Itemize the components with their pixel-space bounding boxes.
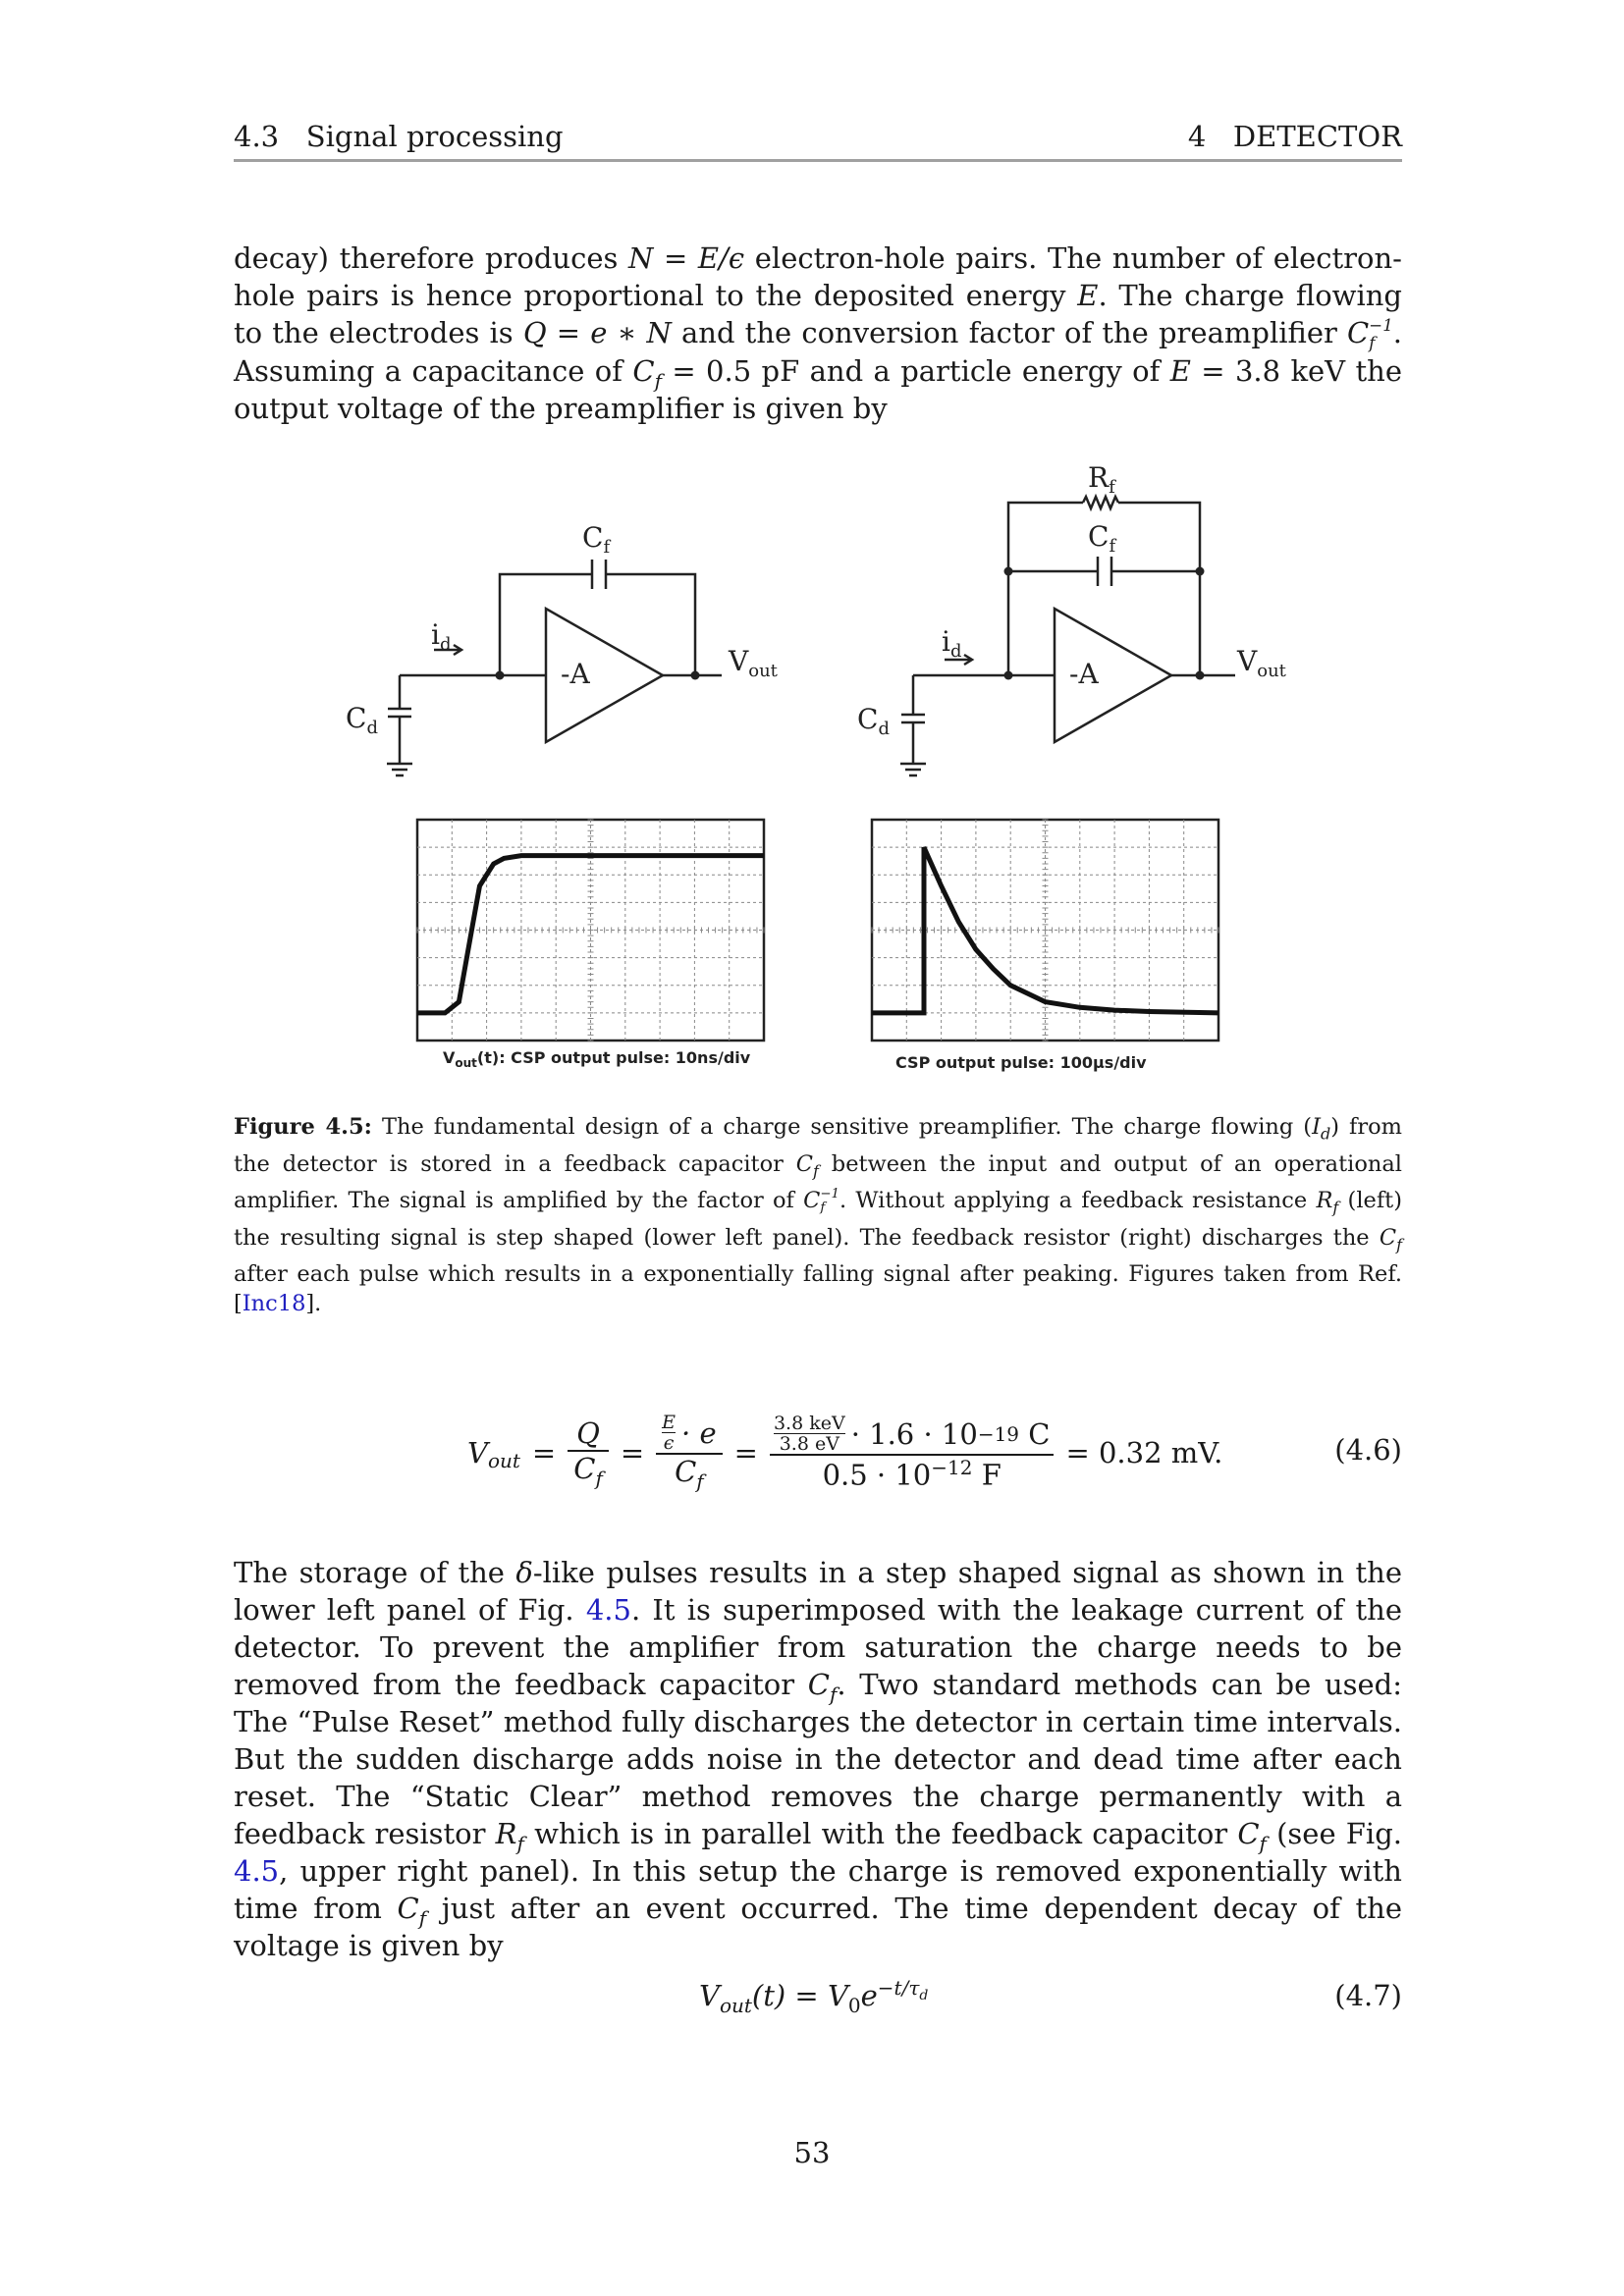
caption-text: between the input and output of an operational amplifier. The signal is amplified by the factor of — [234, 1150, 1402, 1213]
p2-math-sub: f — [418, 1905, 427, 1930]
eq46-f3-num-unit: C — [1019, 1416, 1051, 1451]
caption-math: R — [1316, 1188, 1333, 1213]
eq46-lhs-sub: out — [487, 1449, 520, 1472]
right-id-label: $i_d$ — [942, 625, 962, 662]
eq46-number: (4.6) — [1334, 1433, 1402, 1467]
eq46-f2-eps: ϵ — [663, 1432, 675, 1455]
eq46-f2-den: C — [675, 1455, 697, 1489]
right-node-out — [1196, 671, 1205, 680]
left-id-label: $i_d$ — [431, 618, 452, 655]
p1-math-c: C — [1347, 316, 1370, 349]
figure-ref-link[interactable]: 4.5 — [585, 1593, 631, 1627]
p2-math-sub: f — [516, 1831, 524, 1855]
p2-math-sub: f — [1259, 1831, 1267, 1855]
p2-math-c: C — [1237, 1817, 1260, 1850]
equation-4-6 — [234, 1404, 1402, 1502]
p1-text: decay) therefore produces — [234, 241, 628, 275]
left-cf-label: $C_f$ — [582, 521, 611, 558]
eq46-equals: = — [531, 1436, 557, 1469]
p2-text: -like pulses results in a step shaped signal as shown in the lower left panel of Fig. — [234, 1556, 1402, 1627]
caption-math-sub: f — [812, 1161, 819, 1180]
p2-text: which is in parallel with the feedback capacitor — [523, 1817, 1238, 1850]
eq46-f2-num-rest: · e — [681, 1415, 717, 1450]
eq47-exp: −t/τ — [877, 1976, 920, 2001]
left-plot-label: $V_{out}(t)$: CSP output pulse: 10ns/div — [443, 1048, 751, 1070]
eq47-lhs: V — [699, 1979, 720, 2012]
right-cd-label: $C_d$ — [857, 703, 890, 739]
figure-ref-link[interactable]: 4.5 — [234, 1854, 280, 1888]
caption-math-sub: f — [1332, 1198, 1339, 1217]
eq46-f1-num: Q — [576, 1415, 600, 1450]
left-vout-label: $V_{out}$ — [729, 645, 778, 681]
eq47-lhs-sub: out — [719, 1993, 752, 2017]
left-node-out — [691, 671, 700, 680]
eq47-v0-sub: 0 — [847, 1993, 861, 2017]
p1-math-e: E — [1169, 354, 1191, 388]
eq47-exponent — [877, 1976, 929, 2004]
equation-4-7 — [234, 1971, 1402, 2020]
right-node-in — [1004, 671, 1013, 680]
left-node-in — [496, 671, 505, 680]
caption-math-sup: −1 — [820, 1187, 839, 1201]
right-amp-label: -A — [1069, 658, 1099, 690]
eq46-f3-den-exp: −12 — [931, 1456, 973, 1480]
page-number: 53 — [793, 2136, 831, 2169]
eq46-f3-den-unit: F — [972, 1458, 1001, 1492]
equation-4-6-body — [467, 1404, 1222, 1502]
eq46-f2-den-sub: f — [696, 1468, 704, 1493]
figure-caption — [234, 1112, 1402, 1318]
left-cd-label: $C_d$ — [346, 702, 378, 738]
p2-math-delta: δ — [515, 1556, 533, 1589]
right-node-cf-out — [1196, 567, 1205, 576]
eq46-f1-den-sub: f — [595, 1466, 603, 1490]
figure-4-5 — [0, 442, 1624, 1090]
eq46-f2-inner-fraction — [662, 1413, 676, 1453]
p1-math-c: C — [632, 354, 655, 388]
caption-label: Figure 4.5: — [234, 1114, 372, 1140]
caption-math: C — [795, 1150, 813, 1177]
header-chapter: 4 DETECTOR — [1187, 120, 1402, 153]
p2-text: (see Fig. — [1266, 1817, 1402, 1850]
eq47-e: e — [860, 1979, 878, 2012]
eq46-f3-small-den: 3.8 eV — [779, 1433, 839, 1456]
eq46-fraction-2 — [656, 1413, 722, 1493]
right-vout-label: $V_{out}$ — [1237, 645, 1286, 681]
caption-text: . Without applying a feedback resistance — [839, 1188, 1317, 1213]
p2-text: just after an event occurred. The time dependent decay of the voltage is given by — [234, 1892, 1402, 1962]
p2-text: . Two standard methods can be used: The “Pulse Reset” method fully discharges the detector in certain time intervals. But the sudden discharge adds noise in the detector and dead time after each reset. The “Static Clear” method removes the charge permanently with a feedback resistor — [234, 1668, 1402, 1850]
caption-text: The fundamental design of a charge sensitive preamplifier. The charge flowing ( — [371, 1114, 1313, 1140]
eq46-equals: = — [620, 1436, 645, 1469]
eq47-number: (4.7) — [1334, 1979, 1402, 2012]
header-rule — [234, 159, 1402, 162]
p2-text: , upper right panel). In this setup the charge is removed exponentially with time from — [234, 1854, 1402, 1925]
p2-math-c: C — [397, 1892, 419, 1925]
eq46-fraction-3 — [770, 1414, 1055, 1492]
eq46-f3-inner-fraction — [774, 1414, 845, 1454]
paragraph-1 — [234, 240, 1402, 427]
eq46-f3-num-rest: · 1.6 · 10 — [850, 1416, 978, 1451]
eq47-exp-sub: d — [919, 1988, 929, 2004]
eq46-result: = 0.32 mV. — [1065, 1436, 1223, 1469]
left-plot — [417, 820, 764, 1041]
left-circuit — [387, 560, 722, 775]
p1-math-sup: −1 — [1369, 316, 1393, 335]
caption-text: after each pulse which results in a exponentially falling signal after peaking. Figures taken from Ref. [ — [234, 1261, 1402, 1316]
eq46-f2-E: E — [662, 1412, 677, 1434]
caption-text: ]. — [305, 1291, 322, 1316]
citation-link[interactable]: Inc18 — [242, 1291, 306, 1316]
caption-math-sub: f — [820, 1201, 826, 1215]
p2-math-c: C — [807, 1668, 830, 1701]
header-section: 4.3 Signal processing — [234, 120, 564, 153]
p1-text: and the conversion factor of the preamplifier — [671, 316, 1348, 349]
right-rf-label: $R_f$ — [1088, 461, 1115, 498]
caption-math: C — [803, 1188, 821, 1213]
caption-math: I — [1312, 1114, 1321, 1140]
p1-math-n: N = E/ϵ — [628, 241, 745, 275]
p1-text: . Assuming a capacitance of — [234, 316, 1403, 388]
caption-text: (left) the resulting signal is step shaped (lower left panel). The feedback resistor (right) discharges the — [234, 1188, 1402, 1251]
p1-math-sub: f — [1369, 334, 1376, 352]
caption-text: ) from the detector is stored in a feedback capacitor — [234, 1114, 1402, 1177]
paragraph-2 — [234, 1554, 1402, 1964]
p2-math-sub: f — [829, 1682, 838, 1706]
right-circuit — [900, 497, 1235, 775]
eq46-f1-den: C — [573, 1451, 596, 1485]
right-node-cf-in — [1004, 567, 1013, 576]
p1-text: = 0.5 pF and a particle energy of — [661, 354, 1170, 388]
eq46-fraction-1 — [568, 1416, 609, 1490]
p1-math-e: E — [1077, 279, 1099, 312]
p1-text: . The charge flowing to the electrodes is — [234, 279, 1402, 349]
p2-text: . It is superimposed with the leakage current of the detector. To prevent the amplifier from saturation the charge needs to be removed from the feedback capacitor — [234, 1593, 1402, 1701]
eq46-lhs: V — [467, 1436, 488, 1469]
p1-math-q: Q = e ∗ N — [522, 316, 672, 349]
p2-text: The storage of the — [234, 1556, 516, 1589]
p1-math-sub: f — [654, 368, 662, 393]
right-plot — [872, 820, 1218, 1041]
eq46-f3-small-num: 3.8 keV — [773, 1413, 845, 1435]
p1-text: = 3.8 keV the output voltage of the preamplifier is given by — [234, 354, 1403, 425]
right-cf-label: $C_f$ — [1088, 520, 1116, 557]
eq46-f3-num-exp: −19 — [977, 1421, 1020, 1446]
running-header — [234, 120, 1402, 163]
p2-math-r: R — [495, 1817, 517, 1850]
caption-math-sub: d — [1320, 1124, 1331, 1144]
equation-4-7-body — [699, 1976, 929, 2017]
caption-math-sub: f — [1396, 1235, 1402, 1254]
right-plot-label: CSP output pulse: 100µs/div — [895, 1053, 1147, 1072]
caption-math: C — [1379, 1224, 1397, 1251]
left-amp-label: -A — [561, 658, 590, 690]
eq47-lhs-arg: (t) = V — [751, 1979, 848, 2012]
p1-text: electron-hole pairs. The number of electron-hole pairs is hence proportional to the deposited energy — [234, 241, 1402, 312]
eq46-f3-den: 0.5 · 10 — [822, 1458, 932, 1492]
eq46-equals: = — [733, 1436, 758, 1469]
